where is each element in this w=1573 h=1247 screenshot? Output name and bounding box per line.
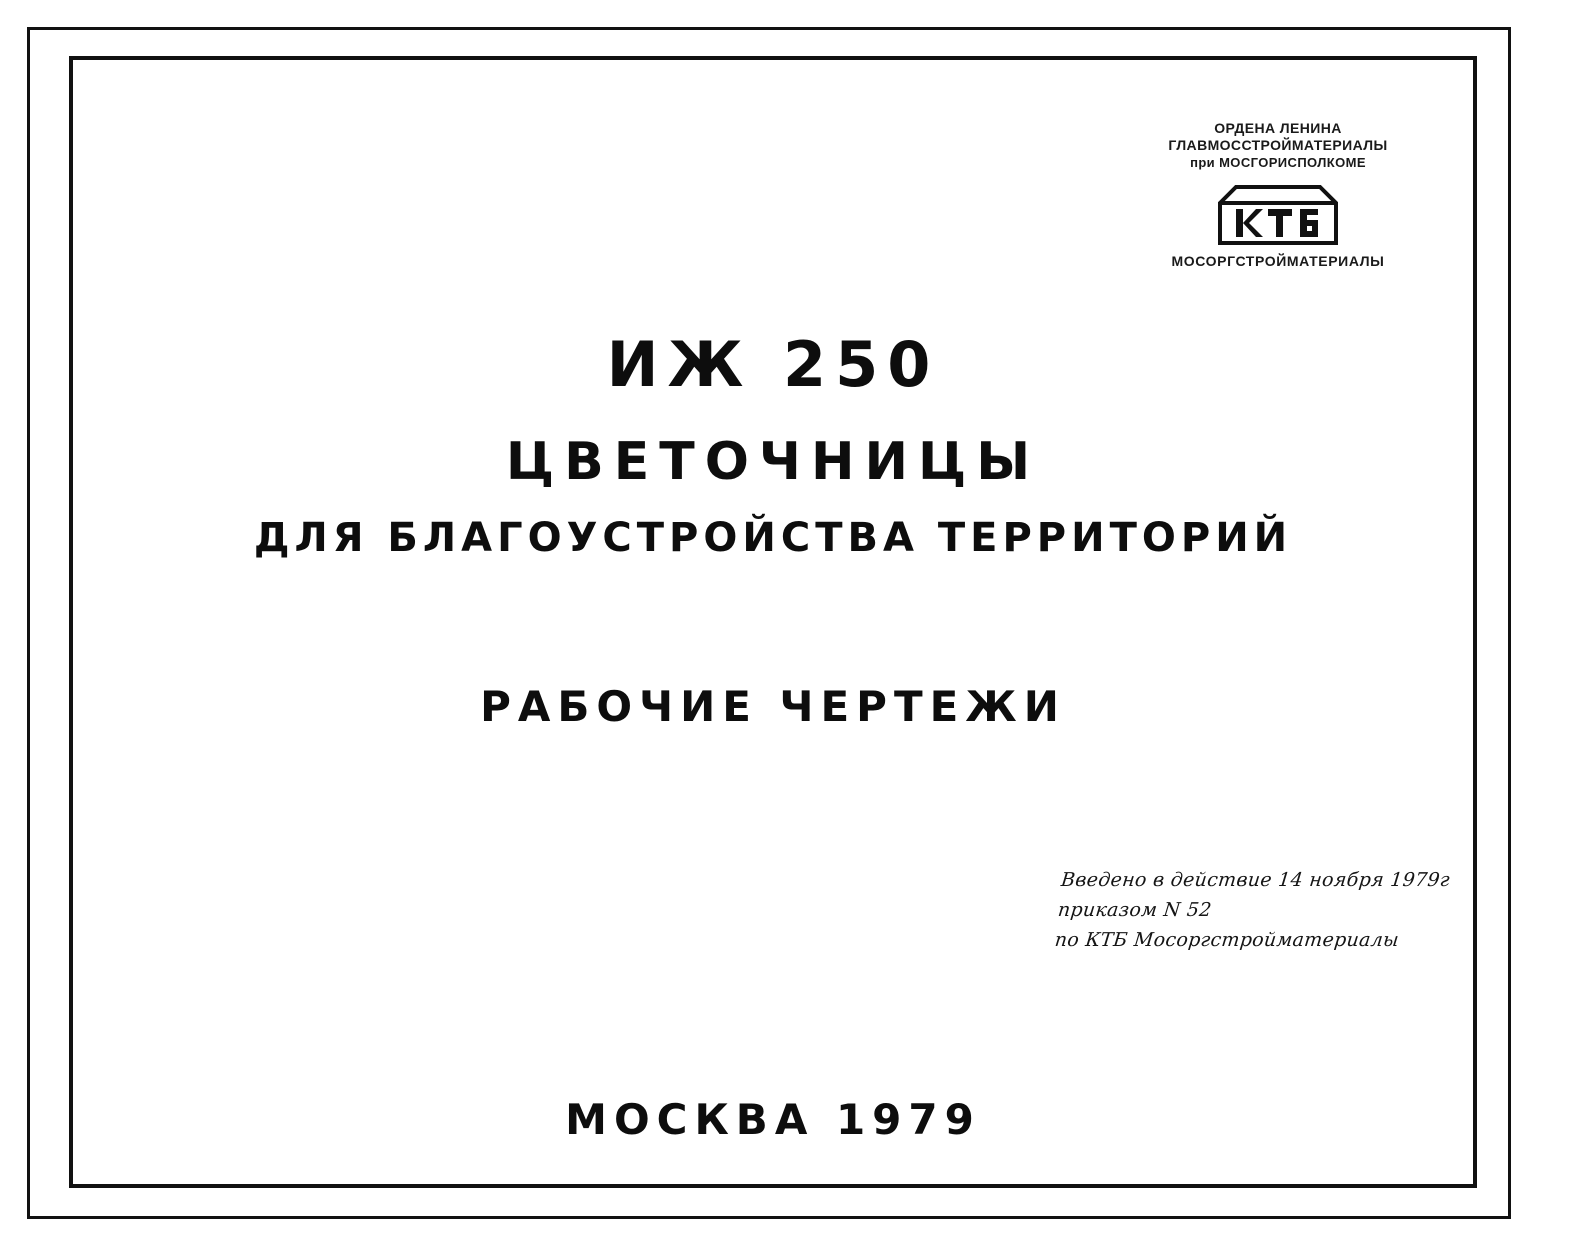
title-page-content [73,60,1473,1184]
approval-line-3: по КТБ Мосоргстройматериалы [1053,929,1401,951]
organization-footer: МОСОРГСТРОЙМАТЕРИАЛЫ [1171,253,1385,269]
series-code: ИЖ 250 [606,328,940,401]
document-title: ЦВЕТОЧНИЦЫ [505,432,1041,492]
organization-line-2: ГЛАВМОССТРОЙМАТЕРИАЛЫ [1168,137,1388,153]
city-year: МОСКВА 1979 [565,1095,981,1144]
document-type: РАБОЧИЕ ЧЕРТЕЖИ [480,682,1066,731]
approval-line-2: приказом N 52 [1056,899,1213,921]
organization-block [1123,120,1433,269]
organization-line-1: ОРДЕНА ЛЕНИНА [1214,120,1342,136]
document-subtitle: ДЛЯ БЛАГОУСТРОЙСТВА ТЕРРИТОРИЙ [253,515,1293,561]
title-group [73,330,1473,732]
drawing-sheet-inner-frame [69,56,1477,1188]
drawing-sheet-outer-frame [27,27,1511,1219]
organization-line-3: при МОСГОРИСПОЛКОМЕ [1190,155,1366,170]
approval-line-1: Введено в действие 14 ноября 1979г [1059,869,1451,891]
approval-note [1053,865,1482,955]
ktb-emblem-icon [1216,181,1340,247]
